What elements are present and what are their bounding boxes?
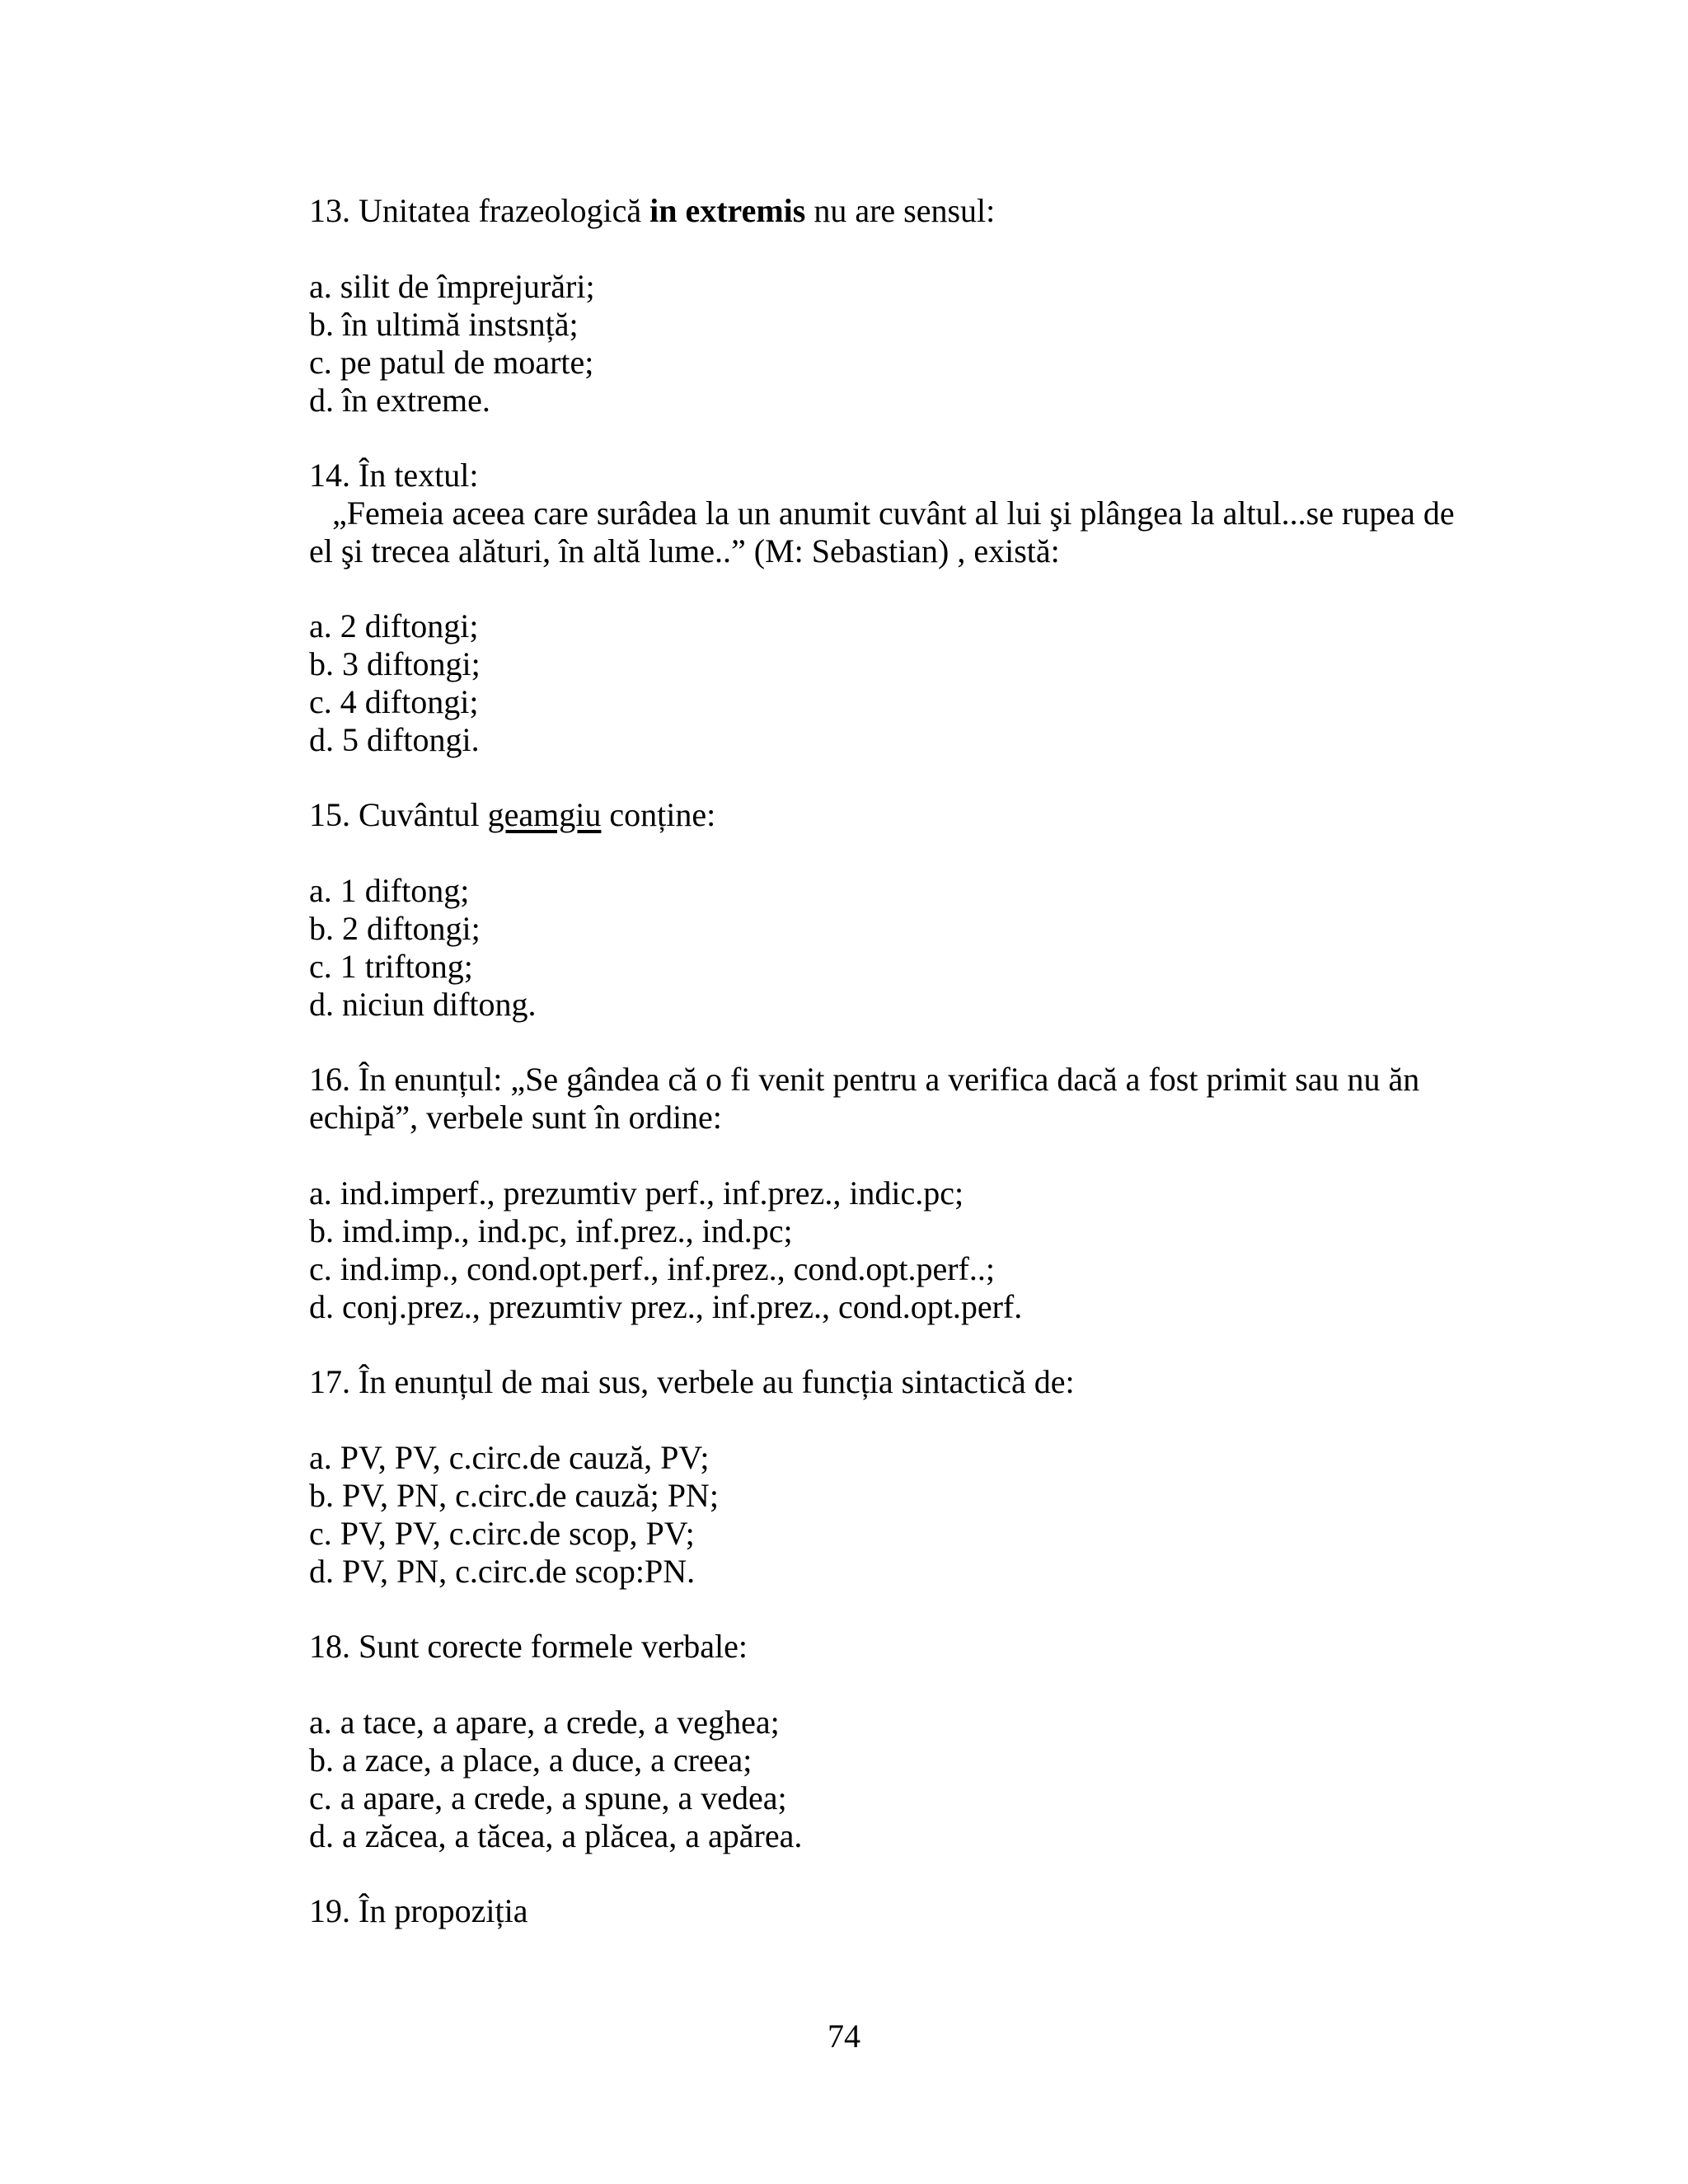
question-15-suffix: conține:: [601, 796, 716, 833]
question-14-heading: 14. În textul:: [309, 457, 479, 494]
question-17-option-b: b. PV, PN, c.circ.de cauză; PN;: [309, 1477, 719, 1514]
question-18-option-b: b. a zace, a place, a duce, a creea;: [309, 1741, 753, 1779]
question-14-option-b: b. 3 diftongi;: [309, 645, 481, 682]
question-14-option-d: d. 5 diftongi.: [309, 721, 480, 758]
question-13-term: in extremis: [649, 192, 806, 229]
question-17-option-c: c. PV, PV, c.circ.de scop, PV;: [309, 1515, 695, 1552]
question-13-prefix: 13. Unitatea frazeologică: [309, 192, 650, 229]
question-13-stem: [309, 192, 995, 230]
question-15-prefix: 15. Cuvântul: [309, 796, 488, 833]
question-13-option-b: b. în ultimă instsnță;: [309, 306, 579, 343]
question-16-option-a: a. ind.imperf., prezumtiv perf., inf.prez., indic.pc;: [309, 1174, 964, 1212]
question-14-quote-line-1: „Femeia aceea care surâdea la un anumit cuvânt al lui şi plângea la altul...se rupea de: [332, 494, 1455, 532]
question-16-option-d: d. conj.prez., prezumtiv prez., inf.prez., cond.opt.perf.: [309, 1288, 1023, 1325]
question-17-heading: 17. În enunțul de mai sus, verbele au funcția sintactică de:: [309, 1363, 1075, 1400]
question-17-option-d: d. PV, PN, c.circ.de scop:PN.: [309, 1553, 696, 1590]
question-19-heading: 19. În propoziția: [309, 1892, 528, 1929]
question-15-option-d: d. niciun diftong.: [309, 986, 537, 1023]
question-13-option-a: a. silit de împrejurări;: [309, 268, 595, 305]
question-13-suffix: nu are sensul:: [805, 192, 996, 229]
question-15-option-c: c. 1 triftong;: [309, 948, 473, 985]
question-16-stem-line-1: 16. În enunțul: „Se gândea că o fi venit pentru a verifica dacă a fost primit sau nu ăn: [309, 1061, 1420, 1098]
question-14-quote-line-2: el şi trecea alături, în altă lume..” (M: Sebastian) , există:: [309, 532, 1060, 569]
question-15-option-b: b. 2 diftongi;: [309, 910, 481, 947]
question-18-option-a: a. a tace, a apare, a crede, a veghea;: [309, 1704, 780, 1741]
question-15-option-a: a. 1 diftong;: [309, 872, 470, 909]
question-13-option-d: d. în extreme.: [309, 382, 490, 419]
question-15-term: geamgiu: [487, 796, 602, 833]
page-number: 74: [828, 2018, 860, 2055]
question-18-option-c: c. a apare, a crede, a spune, a vedea;: [309, 1779, 787, 1816]
question-13-option-c: c. pe patul de moarte;: [309, 344, 594, 381]
question-16-stem-line-2: echipă”, verbele sunt în ordine:: [309, 1099, 722, 1136]
question-17-option-a: a. PV, PV, c.circ.de cauză, PV;: [309, 1439, 710, 1476]
question-14-option-a: a. 2 diftongi;: [309, 607, 479, 644]
question-16-option-c: c. ind.imp., cond.opt.perf., inf.prez., cond.opt.perf..;: [309, 1250, 995, 1287]
question-14-option-c: c. 4 diftongi;: [309, 683, 479, 720]
question-18-heading: 18. Sunt corecte formele verbale:: [309, 1628, 748, 1665]
question-15-stem: [309, 796, 715, 834]
question-18-option-d: d. a zăcea, a tăcea, a plăcea, a apărea.: [309, 1817, 803, 1854]
question-16-option-b: b. imd.imp., ind.pc, inf.prez., ind.pc;: [309, 1212, 793, 1249]
